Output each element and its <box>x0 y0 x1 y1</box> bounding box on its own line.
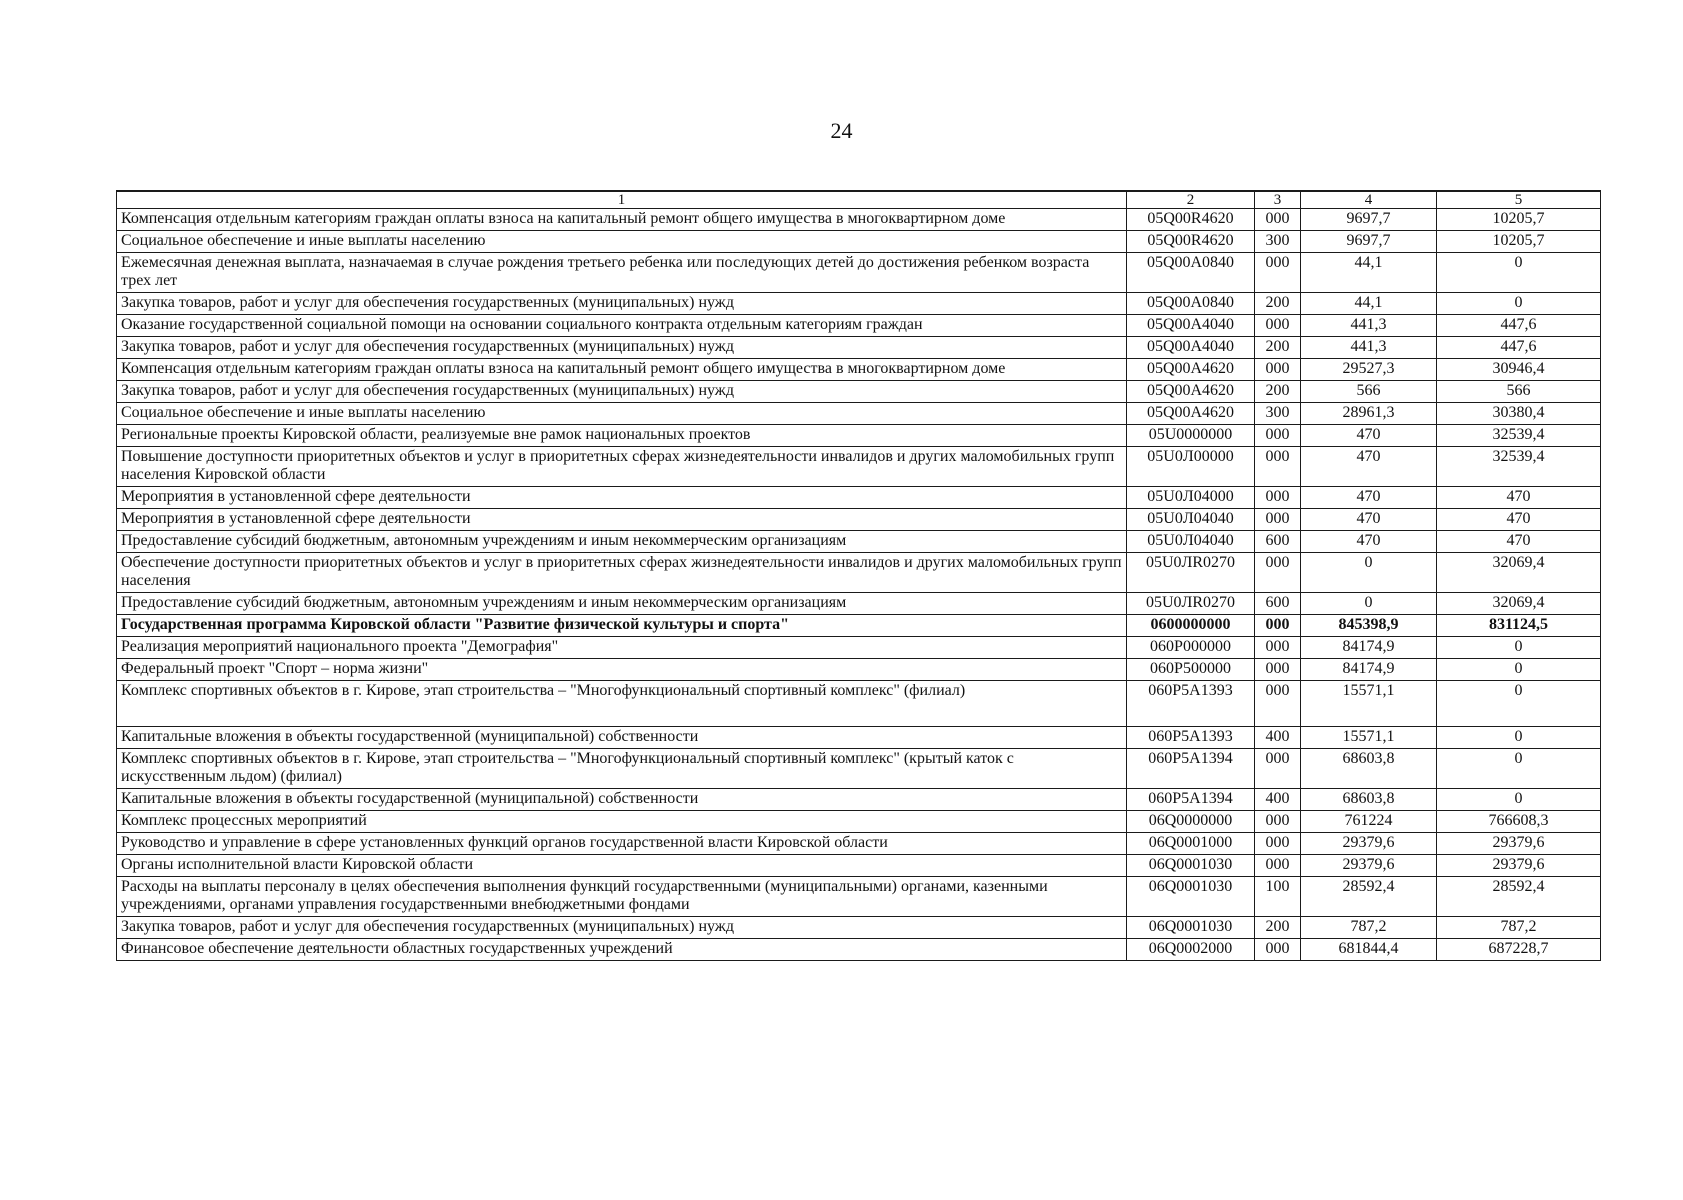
row-type-cell: 200 <box>1255 917 1301 939</box>
row-value-2023-cell: 84174,9 <box>1301 637 1437 659</box>
row-value-2023-cell: 845398,9 <box>1301 615 1437 637</box>
table-row <box>117 531 1601 553</box>
table-row <box>117 855 1601 877</box>
row-type-cell: 600 <box>1255 531 1301 553</box>
row-value-2024-cell: 0 <box>1437 293 1601 315</box>
row-value-2024-cell: 29379,6 <box>1437 855 1601 877</box>
row-value-2024-cell: 447,6 <box>1437 315 1601 337</box>
column-header-2: 2 <box>1127 191 1255 209</box>
row-value-2024-cell: 0 <box>1437 789 1601 811</box>
row-code-cell: 05U0Л00000 <box>1127 447 1255 487</box>
row-name-cell: Ежемесячная денежная выплата, назначаемая в случае рождения третьего ребенка или последующих детей до достижения ребенком возраста трех лет <box>117 253 1127 293</box>
row-value-2023-cell: 681844,4 <box>1301 939 1437 961</box>
row-name-cell: Повышение доступности приоритетных объектов и услуг в приоритетных сферах жизнедеятельности инвалидов и других маломобильных групп населения Кировской области <box>117 447 1127 487</box>
row-value-2023-cell: 470 <box>1301 531 1437 553</box>
row-type-cell: 000 <box>1255 833 1301 855</box>
row-type-cell: 000 <box>1255 509 1301 531</box>
table-row <box>117 789 1601 811</box>
row-value-2024-cell: 32069,4 <box>1437 553 1601 593</box>
table-row <box>117 447 1601 487</box>
row-type-cell: 000 <box>1255 749 1301 789</box>
row-value-2023-cell: 441,3 <box>1301 315 1437 337</box>
row-value-2024-cell: 0 <box>1437 681 1601 727</box>
table-row <box>117 615 1601 637</box>
row-type-cell: 400 <box>1255 727 1301 749</box>
row-type-cell: 000 <box>1255 615 1301 637</box>
row-type-cell: 000 <box>1255 359 1301 381</box>
row-type-cell: 300 <box>1255 403 1301 425</box>
table-row <box>117 359 1601 381</box>
table-row <box>117 939 1601 961</box>
table-row <box>117 403 1601 425</box>
row-name-cell: Обеспечение доступности приоритетных объектов и услуг в приоритетных сферах жизнедеятельности инвалидов и других маломобильных групп населения <box>117 553 1127 593</box>
row-value-2023-cell: 15571,1 <box>1301 681 1437 727</box>
row-value-2024-cell: 0 <box>1437 637 1601 659</box>
row-type-cell: 300 <box>1255 231 1301 253</box>
row-name-cell: Закупка товаров, работ и услуг для обеспечения государственных (муниципальных) нужд <box>117 381 1127 403</box>
row-value-2024-cell: 470 <box>1437 509 1601 531</box>
column-header-1: 1 <box>117 191 1127 209</box>
row-code-cell: 05Q00R4620 <box>1127 231 1255 253</box>
row-type-cell: 400 <box>1255 789 1301 811</box>
row-type-cell: 600 <box>1255 593 1301 615</box>
table-row <box>117 681 1601 727</box>
row-name-cell: Закупка товаров, работ и услуг для обеспечения государственных (муниципальных) нужд <box>117 337 1127 359</box>
row-code-cell: 05U0ЛR0270 <box>1127 553 1255 593</box>
row-code-cell: 060P5A1394 <box>1127 789 1255 811</box>
row-code-cell: 05U0Л04040 <box>1127 531 1255 553</box>
row-type-cell: 000 <box>1255 939 1301 961</box>
row-code-cell: 06Q0001030 <box>1127 855 1255 877</box>
table-row <box>117 209 1601 231</box>
row-value-2023-cell: 68603,8 <box>1301 789 1437 811</box>
row-name-cell: Руководство и управление в сфере установленных функций органов государственной власти Кировской области <box>117 833 1127 855</box>
row-name-cell: Закупка товаров, работ и услуг для обеспечения государственных (муниципальных) нужд <box>117 293 1127 315</box>
row-value-2024-cell: 0 <box>1437 749 1601 789</box>
row-code-cell: 060P5A1394 <box>1127 749 1255 789</box>
row-value-2023-cell: 29379,6 <box>1301 855 1437 877</box>
row-value-2023-cell: 470 <box>1301 509 1437 531</box>
table-row <box>117 749 1601 789</box>
row-code-cell: 05Q00A4620 <box>1127 403 1255 425</box>
table-row <box>117 487 1601 509</box>
row-code-cell: 0600000000 <box>1127 615 1255 637</box>
row-value-2023-cell: 761224 <box>1301 811 1437 833</box>
row-code-cell: 05U0ЛR0270 <box>1127 593 1255 615</box>
row-value-2024-cell: 29379,6 <box>1437 833 1601 855</box>
row-name-cell: Федеральный проект "Спорт – норма жизни" <box>117 659 1127 681</box>
row-value-2024-cell: 470 <box>1437 531 1601 553</box>
table-row <box>117 659 1601 681</box>
row-type-cell: 000 <box>1255 425 1301 447</box>
budget-table <box>116 190 1601 961</box>
row-code-cell: 06Q0001000 <box>1127 833 1255 855</box>
row-name-cell: Государственная программа Кировской области "Развитие физической культуры и спорта" <box>117 615 1127 637</box>
row-value-2023-cell: 28961,3 <box>1301 403 1437 425</box>
row-type-cell: 000 <box>1255 487 1301 509</box>
row-code-cell: 05Q00A0840 <box>1127 253 1255 293</box>
row-value-2024-cell: 766608,3 <box>1437 811 1601 833</box>
table-row <box>117 833 1601 855</box>
row-value-2024-cell: 787,2 <box>1437 917 1601 939</box>
row-name-cell: Реализация мероприятий национального проекта "Демография" <box>117 637 1127 659</box>
row-value-2024-cell: 10205,7 <box>1437 209 1601 231</box>
table-row <box>117 593 1601 615</box>
row-value-2023-cell: 9697,7 <box>1301 231 1437 253</box>
page-number: 24 <box>830 118 853 143</box>
row-code-cell: 06Q0002000 <box>1127 939 1255 961</box>
row-type-cell: 000 <box>1255 553 1301 593</box>
row-value-2023-cell: 787,2 <box>1301 917 1437 939</box>
row-value-2024-cell: 0 <box>1437 253 1601 293</box>
row-code-cell: 060P000000 <box>1127 637 1255 659</box>
row-value-2023-cell: 470 <box>1301 487 1437 509</box>
row-value-2023-cell: 29527,3 <box>1301 359 1437 381</box>
row-type-cell: 000 <box>1255 681 1301 727</box>
row-type-cell: 000 <box>1255 811 1301 833</box>
row-code-cell: 05Q00A4040 <box>1127 315 1255 337</box>
row-value-2023-cell: 68603,8 <box>1301 749 1437 789</box>
row-code-cell: 05U0Л04000 <box>1127 487 1255 509</box>
row-name-cell: Комплекс спортивных объектов в г. Кирове, этап строительства – "Многофункциональный спортивный комплекс" (филиал) <box>117 681 1127 727</box>
row-value-2023-cell: 441,3 <box>1301 337 1437 359</box>
column-header-5: 5 <box>1437 191 1601 209</box>
row-type-cell: 000 <box>1255 253 1301 293</box>
row-code-cell: 05Q00A4620 <box>1127 359 1255 381</box>
row-code-cell: 060P500000 <box>1127 659 1255 681</box>
row-type-cell: 100 <box>1255 877 1301 917</box>
row-value-2024-cell: 32539,4 <box>1437 447 1601 487</box>
row-value-2024-cell: 566 <box>1437 381 1601 403</box>
table-row <box>117 727 1601 749</box>
row-name-cell: Компенсация отдельным категориям граждан оплаты взноса на капитальный ремонт общего имущества в многоквартирном доме <box>117 359 1127 381</box>
row-value-2024-cell: 10205,7 <box>1437 231 1601 253</box>
row-code-cell: 05Q00A4040 <box>1127 337 1255 359</box>
row-code-cell: 060P5A1393 <box>1127 681 1255 727</box>
table-row <box>117 553 1601 593</box>
row-code-cell: 06Q0000000 <box>1127 811 1255 833</box>
table-row <box>117 337 1601 359</box>
row-value-2024-cell: 0 <box>1437 727 1601 749</box>
row-type-cell: 000 <box>1255 659 1301 681</box>
row-name-cell: Финансовое обеспечение деятельности областных государственных учреждений <box>117 939 1127 961</box>
row-code-cell: 060P5A1393 <box>1127 727 1255 749</box>
row-name-cell: Региональные проекты Кировской области, реализуемые вне рамок национальных проектов <box>117 425 1127 447</box>
row-name-cell: Мероприятия в установленной сфере деятельности <box>117 509 1127 531</box>
row-code-cell: 05U0Л04040 <box>1127 509 1255 531</box>
table-row <box>117 381 1601 403</box>
row-code-cell: 05Q00R4620 <box>1127 209 1255 231</box>
row-name-cell: Социальное обеспечение и иные выплаты населению <box>117 231 1127 253</box>
row-code-cell: 05Q00A0840 <box>1127 293 1255 315</box>
table-row <box>117 509 1601 531</box>
table-row <box>117 877 1601 917</box>
row-value-2024-cell: 32539,4 <box>1437 425 1601 447</box>
table-row <box>117 425 1601 447</box>
row-type-cell: 000 <box>1255 209 1301 231</box>
row-value-2024-cell: 30380,4 <box>1437 403 1601 425</box>
row-type-cell: 200 <box>1255 337 1301 359</box>
row-value-2024-cell: 0 <box>1437 659 1601 681</box>
row-value-2023-cell: 44,1 <box>1301 293 1437 315</box>
table-row <box>117 811 1601 833</box>
column-header-3: 3 <box>1255 191 1301 209</box>
row-type-cell: 000 <box>1255 855 1301 877</box>
column-header-4: 4 <box>1301 191 1437 209</box>
row-value-2023-cell: 566 <box>1301 381 1437 403</box>
row-value-2024-cell: 687228,7 <box>1437 939 1601 961</box>
table-row <box>117 917 1601 939</box>
row-value-2024-cell: 30946,4 <box>1437 359 1601 381</box>
table-row <box>117 637 1601 659</box>
row-code-cell: 06Q0001030 <box>1127 877 1255 917</box>
row-code-cell: 06Q0001030 <box>1127 917 1255 939</box>
row-name-cell: Капитальные вложения в объекты государственной (муниципальной) собственности <box>117 789 1127 811</box>
row-value-2023-cell: 0 <box>1301 553 1437 593</box>
row-type-cell: 000 <box>1255 637 1301 659</box>
row-name-cell: Компенсация отдельным категориям граждан оплаты взноса на капитальный ремонт общего имущества в многоквартирном доме <box>117 209 1127 231</box>
row-value-2023-cell: 84174,9 <box>1301 659 1437 681</box>
row-type-cell: 000 <box>1255 447 1301 487</box>
table-row <box>117 231 1601 253</box>
row-name-cell: Предоставление субсидий бюджетным, автономным учреждениям и иным некоммерческим организациям <box>117 593 1127 615</box>
row-value-2024-cell: 28592,4 <box>1437 877 1601 917</box>
row-type-cell: 200 <box>1255 381 1301 403</box>
table-header-row <box>117 191 1601 209</box>
row-value-2023-cell: 28592,4 <box>1301 877 1437 917</box>
row-value-2023-cell: 0 <box>1301 593 1437 615</box>
row-name-cell: Комплекс процессных мероприятий <box>117 811 1127 833</box>
row-name-cell: Предоставление субсидий бюджетным, автономным учреждениям и иным некоммерческим организациям <box>117 531 1127 553</box>
row-name-cell: Мероприятия в установленной сфере деятельности <box>117 487 1127 509</box>
row-value-2024-cell: 470 <box>1437 487 1601 509</box>
row-name-cell: Комплекс спортивных объектов в г. Кирове, этап строительства – "Многофункциональный спортивный комплекс" (крытый каток с искусственным льдом) (филиал) <box>117 749 1127 789</box>
row-name-cell: Расходы на выплаты персоналу в целях обеспечения выполнения функций государственными (муниципальными) органами, казенными учреждениями, органами управления государственными внебюджетными фондами <box>117 877 1127 917</box>
row-value-2023-cell: 470 <box>1301 425 1437 447</box>
row-name-cell: Социальное обеспечение и иные выплаты населению <box>117 403 1127 425</box>
row-value-2023-cell: 29379,6 <box>1301 833 1437 855</box>
row-code-cell: 05U0000000 <box>1127 425 1255 447</box>
table-row <box>117 293 1601 315</box>
row-value-2023-cell: 44,1 <box>1301 253 1437 293</box>
row-type-cell: 000 <box>1255 315 1301 337</box>
row-name-cell: Оказание государственной социальной помощи на основании социального контракта отдельным категориям граждан <box>117 315 1127 337</box>
row-value-2024-cell: 32069,4 <box>1437 593 1601 615</box>
row-value-2024-cell: 447,6 <box>1437 337 1601 359</box>
row-name-cell: Капитальные вложения в объекты государственной (муниципальной) собственности <box>117 727 1127 749</box>
row-value-2023-cell: 9697,7 <box>1301 209 1437 231</box>
row-value-2023-cell: 470 <box>1301 447 1437 487</box>
table-row <box>117 315 1601 337</box>
row-value-2024-cell: 831124,5 <box>1437 615 1601 637</box>
table-row <box>117 253 1601 293</box>
row-code-cell: 05Q00A4620 <box>1127 381 1255 403</box>
row-name-cell: Закупка товаров, работ и услуг для обеспечения государственных (муниципальных) нужд <box>117 917 1127 939</box>
row-name-cell: Органы исполнительной власти Кировской области <box>117 855 1127 877</box>
row-type-cell: 200 <box>1255 293 1301 315</box>
row-value-2023-cell: 15571,1 <box>1301 727 1437 749</box>
